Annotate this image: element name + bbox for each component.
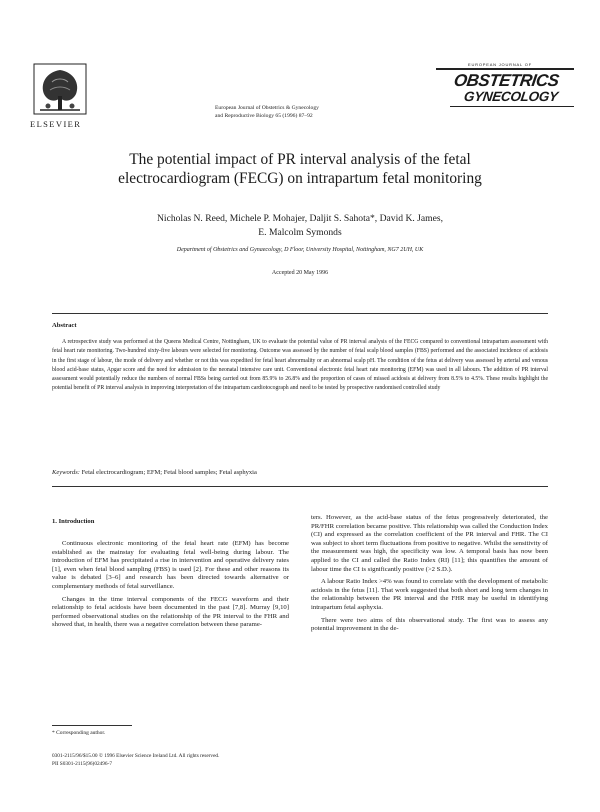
- affiliation: Department of Obstetrics and Gynaecology, D Floor, University Hospital, Nottingham, NG7 2UH, UK: [176, 247, 424, 253]
- divider-bottom: [52, 486, 548, 487]
- authors-line-1: Nicholas N. Reed, Michele P. Mohajer, Daljit S. Sahota*, David K. James,: [156, 213, 444, 224]
- journal-logo-line2: GYNECOLOGY: [462, 89, 559, 104]
- pii-line: PII S0301-2115(96)02496-7: [52, 761, 112, 767]
- paragraph: ters. However, as the acid-base status of the fetus progressively deteriorated, the PR/FHR correlation became positive. This relationship was called the Conduction Index (CI) and expressed as the correlation coefficient of the PR interval and FHR. The CI was subject to short term fluctuations from positive to negative. Whilst the sensitivity of the measurement was high, the specificity was low. A temporal basis has now been applied to the CI and called the Ratio Index (RI) [11]; this quantifies the amount of labour time the CI is significantly positive (>2 S.D.).: [311, 514, 548, 573]
- section-heading-introduction: 1. Introduction: [52, 518, 95, 525]
- journal-logo-underline: [450, 106, 574, 107]
- column-left: [52, 540, 289, 634]
- keywords-list: Fetal electrocardiogram; EFM; Fetal blood samples; Fetal asphyxia: [81, 469, 257, 476]
- paragraph: Changes in the time interval components of the FECG waveform and their relationship to fetal acidosis have been documented in the past [7,8]. Murray [9,10] performed observational studies on the relationship of the PR interval to the FHR and showed that, in health, there was a negative correlation between these parame-: [52, 595, 289, 629]
- copyright-line: 0301-2115/96/$15.00 © 1996 Elsevier Science Ireland Ltd. All rights reserved.: [52, 753, 220, 759]
- copyright-notice: [52, 752, 332, 768]
- accepted-date: Accepted 20 May 1996: [271, 270, 329, 276]
- paragraph: A labour Ratio Index >4% was found to correlate with the development of metabolic acidosis in the fetus [11]. That work suggested that both short and long term changes in the relationship between the PR interval and the FHR may be useful in identifying intrapartum fetal asphyxia.: [311, 578, 548, 611]
- elsevier-tree-logo: [32, 62, 88, 126]
- journal-logo-sup: EUROPEAN JOURNAL OF: [468, 62, 532, 67]
- journal-logo-line1: OBSTETRICS: [452, 71, 560, 90]
- footnote-rule: [52, 725, 132, 726]
- footnote-corresponding-author: * Corresponding author.: [52, 730, 106, 736]
- title-line-1: The potential impact of PR interval analysis of the fetal: [129, 151, 471, 168]
- journal-volume: and Reproductive Biology 65 (1996) 87–92: [215, 113, 313, 119]
- paragraph: Continuous electronic monitoring of the fetal heart rate (EFM) has become established as the mainstay for evaluating fetal well-being during labour. The introduction of EFM has precipitated a rise in intervention and operative delivery rates [1], even when fetal blood sampling (FBS) is used [2]. For these and other reasons its value is debated [3–6] and research has been directed towards alternative or complementary methods of fetal surveillance.: [52, 540, 289, 590]
- authors: [80, 212, 520, 239]
- abstract-heading: Abstract: [52, 322, 77, 329]
- keywords-label: Keywords:: [52, 469, 80, 476]
- journal-logo: [436, 62, 574, 118]
- article-title: [60, 150, 540, 188]
- journal-citation: [215, 104, 435, 120]
- keywords: [52, 469, 548, 476]
- title-line-2: electrocardiogram (FECG) on intrapartum fetal monitoring: [118, 170, 482, 187]
- journal-logo-bar: [436, 68, 574, 70]
- abstract-body: [52, 338, 548, 394]
- divider-top: [52, 313, 548, 314]
- paragraph: There were two aims of this observational study. The first was to assess any potential improvement in the de-: [311, 616, 548, 633]
- column-right: [311, 514, 548, 638]
- publisher-name: ELSEVIER: [30, 119, 82, 129]
- authors-line-2: E. Malcolm Symonds: [258, 226, 342, 238]
- journal-name: European Journal of Obstetrics & Gynecology: [215, 105, 319, 111]
- abstract-text: A retrospective study was performed at the Queens Medical Centre, Nottingham, UK to evaluate the potential value of PR interval analysis of the FECG compared to conventional intrapartum assessment with fetal heart rate monitoring. Two-hundred sixty-five labours were selected for monitoring. Outcome was assessed by the number of fetal scalp blood samples (FBS) performed and the associated incidence of acidosis in the first stage of labour, the mode of delivery and whether or not this was expedited for fetal heart abnormality or an abnormal scalp pH. The condition of the fetus at delivery was assessed by arterial and venous blood acid-base status, Apgar score and the need for admission to the neonatal intensive care unit. Conventional electronic fetal heart rate monitoring (EFM) was used in all labours. The addition of PR interval assessment would potentially reduce the numbers of normal FBSs being carried out from 85.9% to 26.8% and the proportion of cases of missed acidosis at delivery from 8.5% to 4.5%. These results highlight the potential benefit of PR interval analysis in improving interpretation of the intrapartum cardiotocograph and need to be tested by prospective randomised controlled study: [52, 339, 548, 392]
